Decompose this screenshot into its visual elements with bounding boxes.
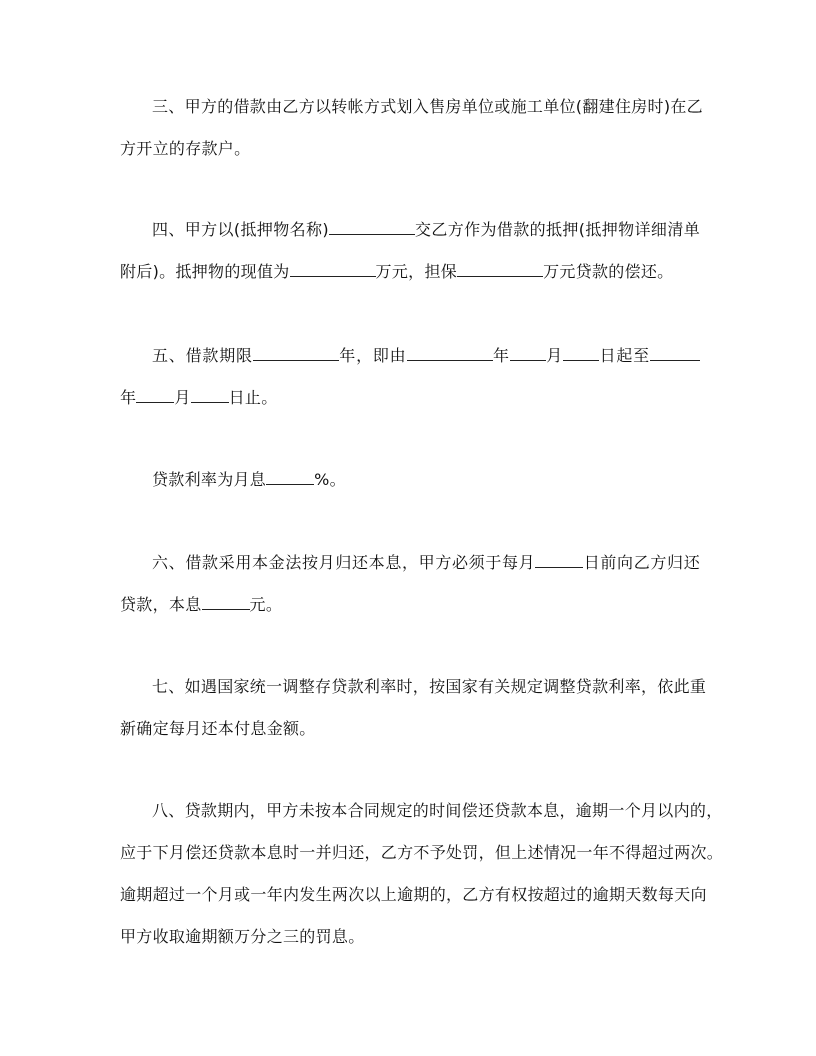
start-day-blank[interactable] (563, 340, 599, 361)
end-month-blank[interactable] (136, 382, 174, 403)
repayment-amount-blank[interactable] (202, 589, 250, 610)
clause-5-text-e: 日起至 (599, 346, 650, 365)
clause-6-text-d: 元。 (249, 595, 283, 614)
term-years-blank[interactable] (253, 340, 339, 361)
clause-8-line-1: 八、贷款期内，甲方未按本合同规定的时间偿还贷款本息，逾期一个月以内的， (152, 801, 723, 820)
clause-4-line-1 (152, 213, 700, 247)
end-day-blank[interactable] (191, 382, 229, 403)
interest-rate-text-a: 贷款利率为月息 (152, 470, 267, 489)
collateral-name-blank[interactable] (329, 214, 415, 235)
clause-3-line-2: 方开立的存款户。 (120, 139, 251, 158)
clause-5-line-1 (152, 339, 700, 373)
clause-7-line-2: 新确定每月还本付息金额。 (120, 719, 316, 738)
clause-6-text-b: 日前向乙方归还 (583, 553, 700, 572)
collateral-value-blank[interactable] (290, 256, 376, 277)
clause-5-text-h: 日止。 (228, 388, 278, 407)
clause-5-text-g: 月 (174, 388, 191, 407)
clause-4-text-a: 四、甲方以(抵押物名称) (152, 220, 329, 239)
clause-5-text-c: 年 (492, 346, 510, 365)
start-year-blank[interactable] (407, 340, 493, 361)
clause-5-text-f: 年 (120, 388, 137, 407)
clause-8-line-3: 逾期超过一个月或一年内发生两次以上逾期的，乙方有权按超过的逾期天数每天向 (120, 885, 707, 904)
clause-4-line-2 (120, 255, 700, 289)
clause-8-line-4: 甲方收取逾期额万分之三的罚息。 (120, 927, 365, 946)
clause-4-text-c: 附后)。抵押物的现值为 (120, 262, 290, 281)
clause-5-text-b: 年，即由 (338, 346, 407, 365)
clause-7-line-1: 七、如遇国家统一调整存贷款利率时，按国家有关规定调整贷款利率，依此重 (152, 677, 707, 696)
repayment-day-blank[interactable] (535, 547, 583, 568)
clause-4-text-e: 万元贷款的偿还。 (543, 262, 674, 281)
end-year-blank[interactable] (650, 340, 700, 361)
clause-6-line-2 (120, 588, 700, 622)
clause-4-text-b: 交乙方作为借款的抵押(抵押物详细清单 (414, 220, 700, 239)
monthly-rate-blank[interactable] (266, 464, 314, 485)
interest-rate-text-b: %。 (314, 470, 346, 489)
interest-rate-line (152, 463, 700, 497)
start-month-blank[interactable] (510, 340, 546, 361)
clause-5-line-2 (120, 381, 700, 415)
clause-8-line-2: 应于下月偿还贷款本息时一并归还，乙方不予处罚，但上述情况一年不得超过两次。 (120, 843, 724, 862)
clause-5-text-d: 月 (545, 346, 564, 365)
clause-6-line-1 (152, 546, 700, 580)
guarantee-amount-blank[interactable] (457, 256, 543, 277)
clause-3-line-1: 三、甲方的借款由乙方以转帐方式划入售房单位或施工单位(翻建住房时)在乙 (152, 97, 703, 116)
clause-4-text-d: 万元，担保 (375, 262, 458, 281)
clause-6-text-a: 六、借款采用本金法按月归还本息，甲方必须于每月 (152, 553, 536, 572)
clause-6-text-c: 贷款，本息 (120, 595, 202, 614)
clause-5-text-a: 五、借款期限 (152, 346, 253, 365)
